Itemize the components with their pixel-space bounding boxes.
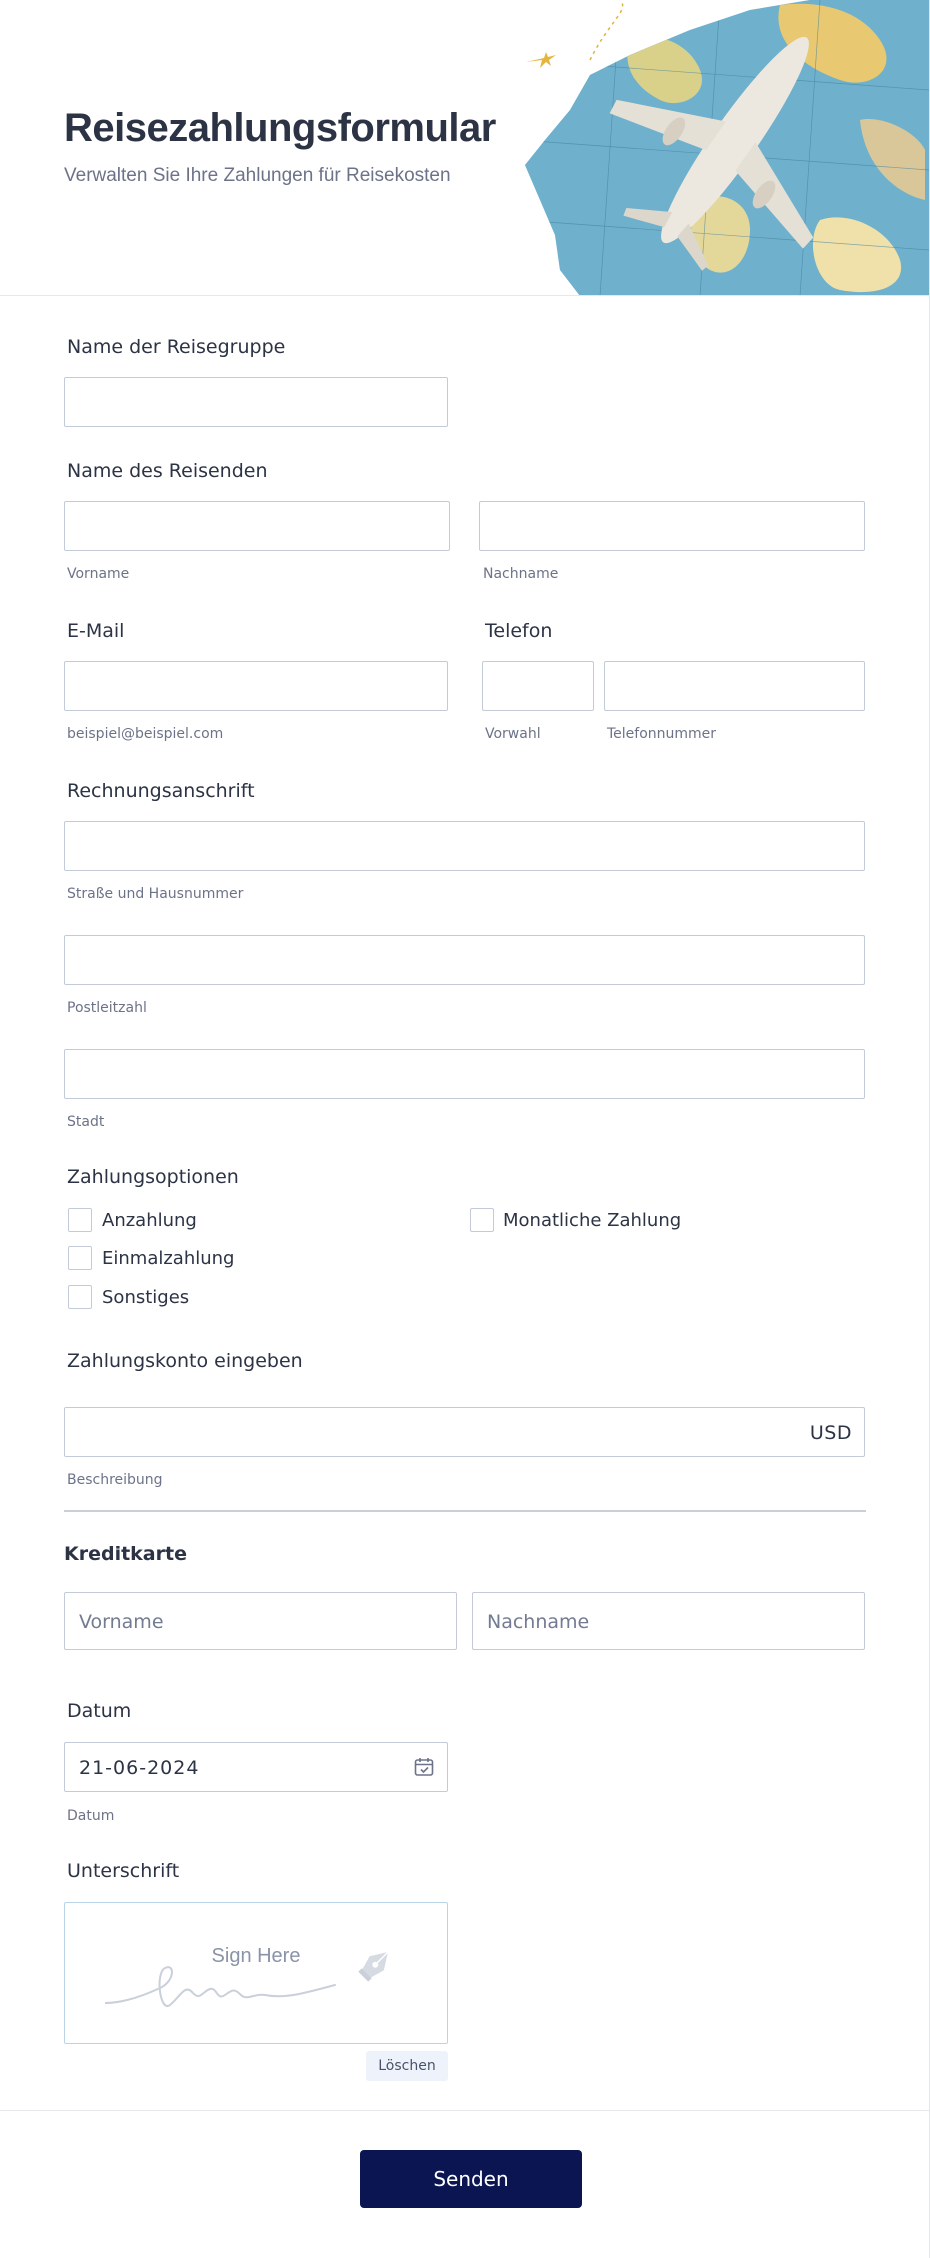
amount-input[interactable] <box>64 1407 865 1457</box>
amount-sublabel: Beschreibung <box>67 1472 163 1488</box>
signature-pad[interactable] <box>64 1902 448 2044</box>
card-last-name-placeholder: Nachname <box>487 1611 590 1633</box>
checkbox-einmalzahlung[interactable] <box>68 1246 92 1270</box>
checkbox-anzahlung[interactable] <box>68 1208 92 1232</box>
street-input[interactable] <box>64 821 865 871</box>
payment-options-label: Zahlungsoptionen <box>67 1166 239 1188</box>
credit-card-section-title: Kreditkarte <box>64 1543 187 1565</box>
city-input[interactable] <box>64 1049 865 1099</box>
traveler-last-name-sublabel: Nachname <box>483 566 559 582</box>
checkbox-monatliche-zahlung[interactable] <box>470 1208 494 1232</box>
travel-map-airplane-image <box>520 0 929 296</box>
checkbox-label-einmalzahlung: Einmalzahlung <box>102 1248 235 1269</box>
card-first-name-input[interactable] <box>64 1592 457 1650</box>
checkbox-label-anzahlung: Anzahlung <box>102 1210 197 1231</box>
traveler-name-label: Name des Reisenden <box>67 460 268 482</box>
submit-button[interactable]: Senden <box>360 2150 582 2208</box>
checkbox-sonstiges[interactable] <box>68 1285 92 1309</box>
section-divider <box>64 1510 866 1512</box>
email-sublabel: beispiel@beispiel.com <box>67 726 224 742</box>
date-label: Datum <box>67 1700 132 1722</box>
traveler-first-name-sublabel: Vorname <box>67 566 130 582</box>
calendar-icon[interactable] <box>413 1756 435 1778</box>
phone-number-sublabel: Telefonnummer <box>607 726 717 742</box>
checkbox-label-sonstiges: Sonstiges <box>102 1287 190 1308</box>
traveler-first-name-input[interactable] <box>64 501 450 551</box>
address-label: Rechnungsanschrift <box>67 780 255 802</box>
date-input[interactable] <box>64 1742 448 1792</box>
street-sublabel: Straße und Hausnummer <box>67 886 244 902</box>
email-input[interactable] <box>64 661 448 711</box>
currency-label: USD <box>809 1422 852 1444</box>
signature-label: Unterschrift <box>67 1860 180 1882</box>
email-label: E-Mail <box>67 620 125 642</box>
phone-area-code-input[interactable] <box>482 661 594 711</box>
group-name-input[interactable] <box>64 377 448 427</box>
group-name-label: Name der Reisegruppe <box>67 336 286 358</box>
city-sublabel: Stadt <box>67 1114 105 1130</box>
traveler-last-name-input[interactable] <box>479 501 865 551</box>
checkbox-label-monatliche-zahlung: Monatliche Zahlung <box>503 1210 682 1231</box>
card-first-name-placeholder: Vorname <box>79 1611 164 1633</box>
footer-divider <box>0 2110 929 2111</box>
amount-label: Zahlungskonto eingeben <box>67 1350 303 1372</box>
phone-number-input[interactable] <box>604 661 865 711</box>
zip-input[interactable] <box>64 935 865 985</box>
zip-sublabel: Postleitzahl <box>67 1000 147 1016</box>
pen-nib-icon <box>355 1943 397 1985</box>
card-last-name-input[interactable] <box>472 1592 865 1650</box>
phone-label: Telefon <box>485 620 553 642</box>
clear-signature-button[interactable]: Löschen <box>366 2051 448 2081</box>
signature-hint: Sign Here <box>211 1945 301 1967</box>
date-sublabel: Datum <box>67 1808 115 1824</box>
date-value: 21-06-2024 <box>79 1757 200 1779</box>
phone-area-code-sublabel: Vorwahl <box>485 726 541 742</box>
form-subtitle: Verwalten Sie Ihre Zahlungen für Reisekosten <box>64 165 451 186</box>
form-title: Reisezahlungsformular <box>64 106 496 150</box>
form-header <box>0 0 929 296</box>
